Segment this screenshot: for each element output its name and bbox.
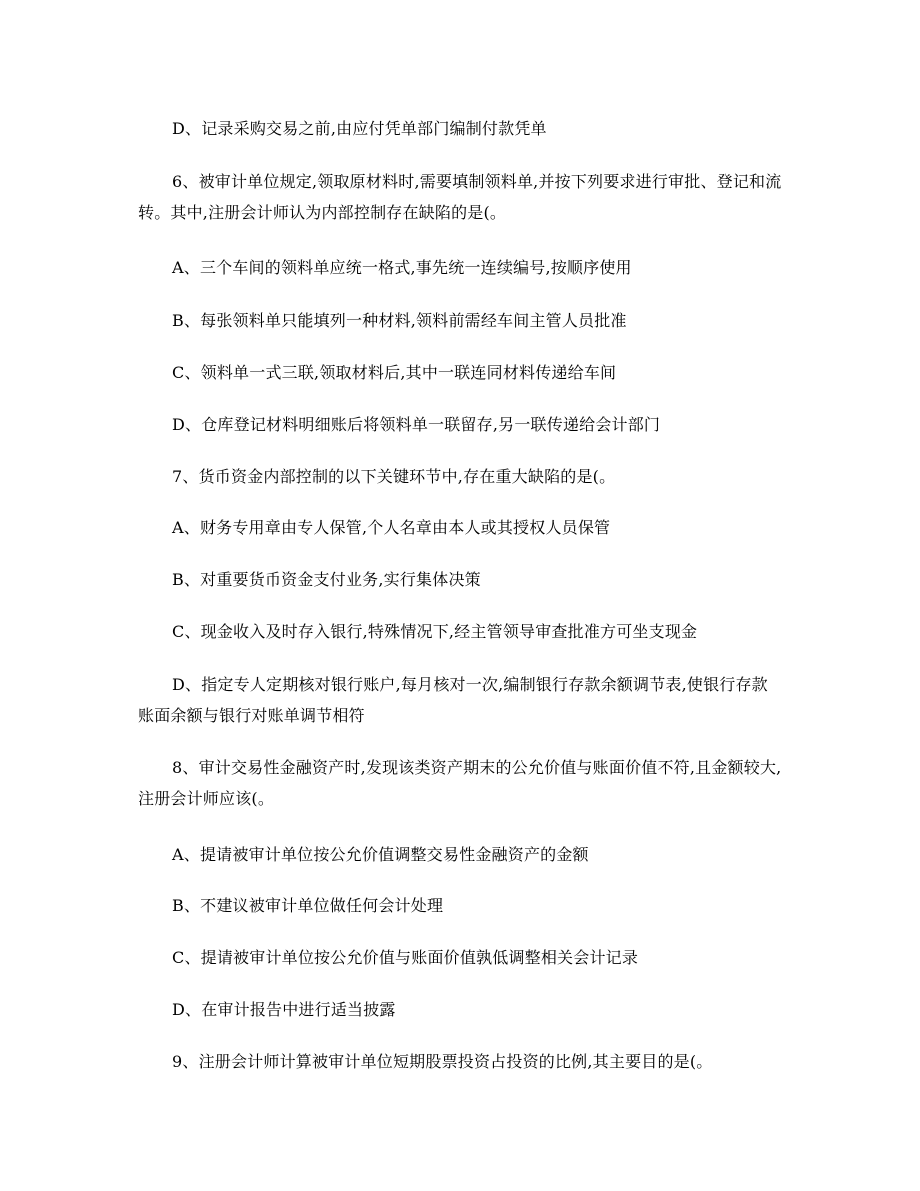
option-7d: D、指定专人定期核对银行账户,每月核对一次,编制银行存款余额调节表,使银行存款账面余额与银行对账单调节相符 [138, 675, 768, 725]
question-8: 8、审计交易性金融资产时,发现该类资产期末的公允价值与账面价值不符,且金额较大,注册会计师应该(。 [138, 758, 782, 808]
option-8d: D、在审计报告中进行适当披露 [172, 1000, 396, 1019]
option-6a: A、三个车间的领料单应统一格式,事先统一连续编号,按顺序使用 [172, 258, 632, 277]
option-6c: C、领料单一式三联,领取材料后,其中一联连同材料传递给车间 [172, 363, 617, 382]
option-8b: B、不建议被审计单位做任何会计处理 [172, 896, 444, 915]
option-7a: A、财务专用章由专人保管,个人名章由本人或其授权人员保管 [172, 518, 611, 537]
option-8c: C、提请被审计单位按公允价值与账面价值孰低调整相关会计记录 [172, 948, 639, 967]
question-7: 7、货币资金内部控制的以下关键环节中,存在重大缺陷的是(。 [172, 467, 616, 486]
option-7b: B、对重要货币资金支付业务,实行集体决策 [172, 570, 481, 589]
option-7c: C、现金收入及时存入银行,特殊情况下,经主管领导审查批准方可坐支现金 [172, 622, 698, 641]
option-6d: D、仓库登记材料明细账后将领料单一联留存,另一联传递给会计部门 [172, 415, 661, 434]
question-6: 6、被审计单位规定,领取原材料时,需要填制领料单,并按下列要求进行审批、登记和流转。其中,注册会计师认为内部控制存在缺陷的是(。 [138, 172, 782, 222]
option-5d: D、记录采购交易之前,由应付凭单部门编制付款凭单 [172, 119, 547, 138]
option-6b: B、每张领料单只能填列一种材料,领料前需经车间主管人员批准 [172, 311, 627, 330]
option-8a: A、提请被审计单位按公允价值调整交易性金融资产的金额 [172, 845, 589, 864]
question-9: 9、注册会计师计算被审计单位短期股票投资占投资的比例,其主要目的是(。 [172, 1052, 713, 1071]
